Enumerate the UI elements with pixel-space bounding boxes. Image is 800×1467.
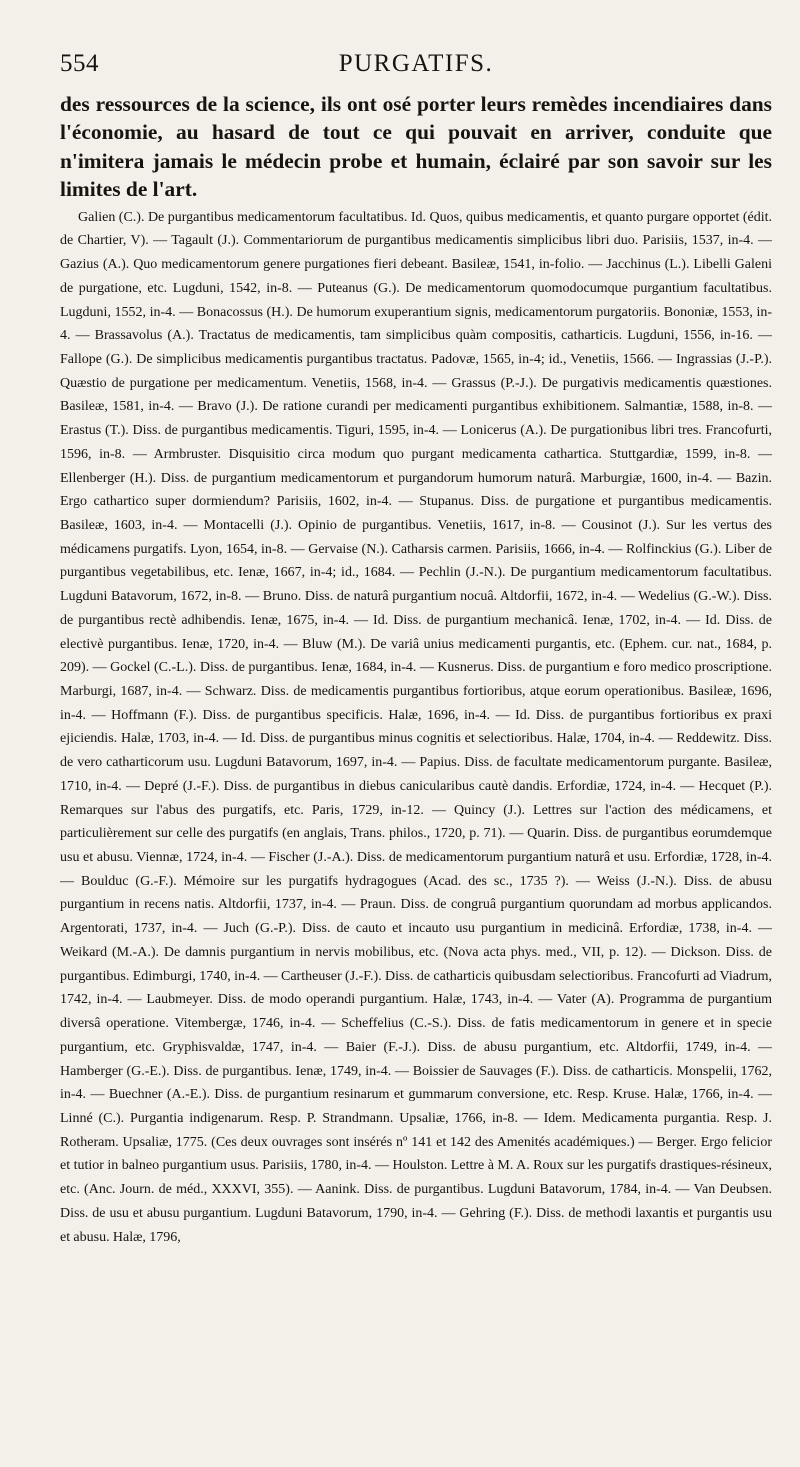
running-head	[60, 50, 772, 90]
running-title: PURGATIFS.	[338, 50, 494, 77]
lead-paragraph: des ressources de la science, ils ont osé porter leurs remèdes incendiaires dans l'économie, au hasard de tout ce qui pouvait en arriver, conduite que n'imitera jamais le médecin probe et humain, éclairé par son savoir sur les limites de l'art.	[60, 92, 772, 202]
bibliography-paragraph: Galien (C.). De purgantibus medicamentorum facultatibus. Id. Quos, quibus medicamentis, et quanto purgare opportet (édit. de Chartier, V). — Tagault (J.). Commentariorum de purgantibus medicamentis simplicibus libri duo. Parisiis, 1537, in-4. — Gazius (A.). Quo medicamentorum genere purgationes fieri debeant. Basileæ, 1541, in-folio. — Jacchinus (L.). Libelli Galeni de purgatione, etc. Lugduni, 1542, in-8. — Puteanus (G.). De medicamentorum quomodocumque purgantium facultatibus. Lugduni, 1552, in-4. — Bonacossus (H.). De humorum exuperantium signis, medicamentorum purgatoriis. Bononiæ, 1553, in-4. — Brassavolus (A.). Tractatus de medicamentis, tam simplicibus quàm compositis, catharticis. Lugduni, 1556, in-16. — Fallope (G.). De simplicibus medicamentis purgantibus tractatus. Padovæ, 1565, in-4; id., Venetiis, 1566. — Ingrassias (J.-P.). Quæstio de purgatione per medicamentum. Venetiis, 1568, in-4. — Grassus (P.-J.). De purgativis medicamentis quæstiones. Basileæ, 1581, in-4. — Bravo (J.). De ratione curandi per medicamenti purgantibus exhibitionem. Salmantiæ, 1588, in-8. — Erastus (T.). Diss. de purgantibus medicamentis. Tiguri, 1595, in-4. — Lonicerus (A.). De purgationibus libri tres. Francofurti, 1596, in-8. — Armbruster. Disquisitio circa modum quo purgant medicamenta cathartica. Stuttgardiæ, 1599, in-8. — Ellenberger (H.). Diss. de purgantium medicamentorum et purgandorum humorum naturâ. Marburgiæ, 1600, in-4. — Bazin. Ergo cathartico super dormiendum? Parisiis, 1602, in-4. — Stupanus. Diss. de purgatione et purgantibus medicamentis. Basileæ, 1603, in-4. — Montacelli (J.). Opinio de purgantibus. Venetiis, 1617, in-8. — Cousinot (J.). Sur les vertus des médicamens purgatifs. Lyon, 1654, in-8. — Gervaise (N.). Catharsis carmen. Parisiis, 1666, in-4. — Rolfinckius (G.). Liber de purgantibus vegetabilibus, etc. Ienæ, 1667, in-4; id., 1684. — Pechlin (J.-N.). De purgantium medicamentorum facultatibus. Lugduni Batavorum, 1672, in-8. — Bruno. Diss. de naturâ purgantium nocuâ. Altdorfii, 1672, in-4. — Wedelius (G.-W.). Diss. de purgantibus rectè adhibendis. Ienæ, 1675, in-4. — Id. Diss. de purgantium mechanicâ. Ienæ, 1702, in-4. — Id. Diss. de electivè purgantibus. Ienæ, 1720, in-4. — Bluw (M.). De variâ unius medicamenti purgantis, etc. (Ephem. cur. nat., 1684, p. 209). — Gockel (C.-L.). Diss. de purgantibus. Ienæ, 1684, in-4. — Kusnerus. Diss. de purgantium e foro medico proscriptione. Marburgi, 1687, in-4. — Schwarz. Diss. de medicamentis purgantibus fortioribus, atque eorum operationibus. Basileæ, 1696, in-4. — Hoffmann (F.). Diss. de purgantibus specificis. Halæ, 1696, in-4. — Id. Diss. de purgantibus fortioribus ex praxi ejiciendis. Halæ, 1703, in-4. — Id. Diss. de purgantibus minus cognitis et selectioribus. Halæ, 1704, in-4. — Reddewitz. Diss. de vero catharticorum usu. Lugduni Batavorum, 1697, in-4. — Papius. Diss. de facultate medicamentorum purgante. Basileæ, 1710, in-4. — Depré (J.-F.). Diss. de purgantibus in diebus canicularibus cautè dandis. Erfordiæ, 1724, in-4. — Hecquet (P.). Remarques sur l'abus des purgatifs, etc. Paris, 1729, in-12. — Quincy (J.). Lettres sur l'action des médicamens, et particulièrement sur celle des purgatifs (en anglais, Trans. philos., 1720, p. 71). — Quarin. Diss. de purgantibus eorumdemque usu et abusu. Viennæ, 1724, in-4. — Fischer (J.-A.). Diss. de medicamentorum purgantium naturâ et usu. Erfordiæ, 1728, in-4. — Boulduc (G.-F.). Mémoire sur les purgatifs hydragogues (Acad. des sc., 1735 ?). — Weiss (J.-N.). Diss. de abusu purgantium in recens natis. Altdorfii, 1737, in-4. — Praun. Diss. de congruâ purgantium quorundam ad morbus applicandos. Argentorati, 1737, in-4. — Juch (G.-P.). Diss. de cauto et incauto usu purgantium in medicinâ. Erfordiæ, 1738, in-4. — Weikard (M.-A.). De damnis purgantium in nervis mobilibus, etc. (Nova acta phys. med., VII, p. 12). — Dickson. Diss. de purgantibus. Edimburgi, 1740, in-4. — Cartheuser (J.-F.). Diss. de catharticis quibusdam selectioribus. Francofurti ad Viadrum, 1742, in-4. — Laubmeyer. Diss. de modo operandi purgantium. Halæ, 1743, in-4. — Vater (A). Programma de purgantium diversâ operatione. Vitembergæ, 1746, in-4. — Scheffelius (C.-S.). Diss. de fatis medicamentorum in genere et in specie purgantium, etc. Gryphisvaldæ, 1747, in-4. — Baier (F.-J.). Diss. de abusu purgantium, etc. Altdorfii, 1749, in-4. — Hamberger (G.-E.). Diss. de purgantibus. Ienæ, 1749, in-4. — Boissier de Sauvages (F.). Diss. de catharticis. Monspelii, 1762, in-4. — Buechner (A.-E.). Diss. de purgantium resinarum et gummarum conversione, etc. Resp. Kruse. Halæ, 1766, in-4. — Linné (C.). Purgantia indigenarum. Resp. P. Strandmann. Upsaliæ, 1766, in-8. — Idem. Medicamenta purgantia. Resp. J. Rotheram. Upsaliæ, 1775. (Ces deux ouvrages sont insérés nº 141 et 142 des Amenités académiques.) — Berger. Ergo felicior et tutior in balneo purgantium usus. Parisiis, 1780, in-4. — Houlston. Lettre à M. A. Roux sur les purgatifs drastiques-résineux, etc. (Anc. Journ. de méd., XXXVI, 355). — Aanink. Diss. de purgantibus. Lugduni Batavorum, 1784, in-4. — Van Deubsen. Diss. de usu et abusu purgantium. Lugduni Batavorum, 1790, in-4. — Gehring (F.). Diss. de methodi laxantis et purgantis usu et abusu. Halæ, 1796,	[60, 209, 772, 1245]
page-number: 554	[60, 50, 99, 77]
